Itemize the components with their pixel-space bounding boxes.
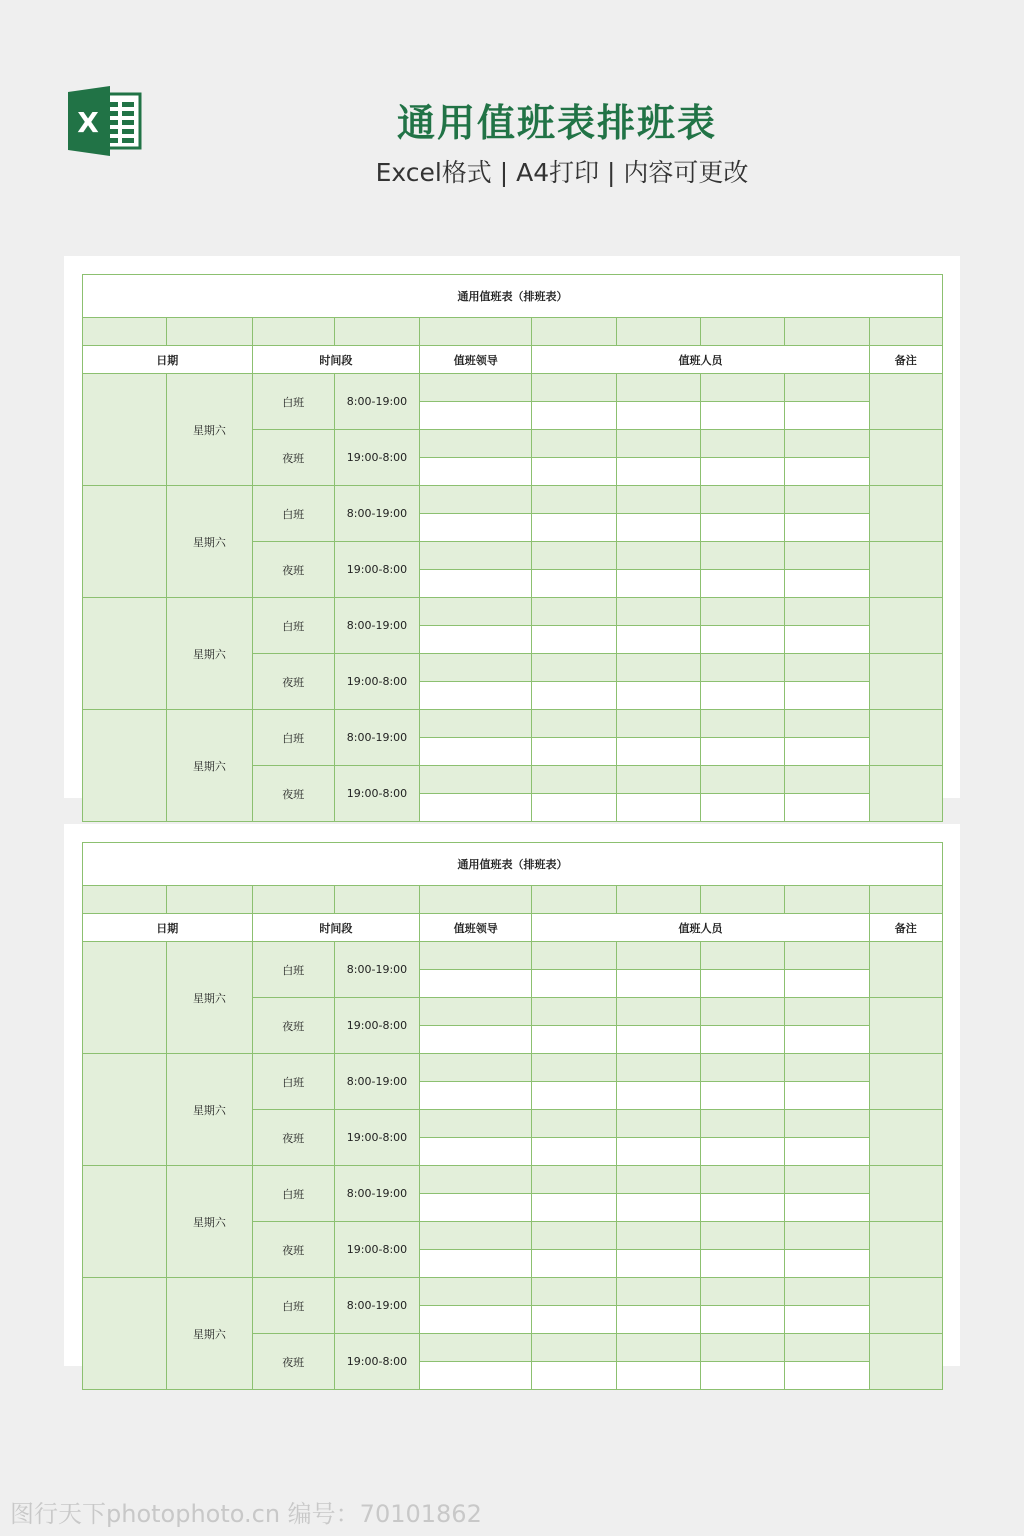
leader-cell[interactable] xyxy=(420,710,532,738)
page-title: 通用值班表排班表 xyxy=(396,101,717,145)
shift-time-cell[interactable]: 8:00-19:00 xyxy=(334,1278,419,1334)
shift-name-cell[interactable]: 白班 xyxy=(252,598,334,654)
staff-cell[interactable] xyxy=(701,970,785,998)
staff-cell[interactable] xyxy=(616,1054,700,1082)
staff-cell[interactable] xyxy=(532,1082,616,1110)
weekday-cell[interactable]: 星期六 xyxy=(167,598,252,710)
staff-cell[interactable] xyxy=(701,1278,785,1306)
staff-cell[interactable] xyxy=(785,514,869,542)
staff-cell[interactable] xyxy=(701,374,785,402)
table-row xyxy=(83,710,943,738)
staff-cell[interactable] xyxy=(785,1194,869,1222)
note-cell[interactable] xyxy=(869,1334,942,1390)
staff-cell[interactable] xyxy=(532,1026,616,1054)
staff-cell[interactable] xyxy=(785,1138,869,1166)
staff-cell[interactable] xyxy=(785,682,869,710)
staff-cell[interactable] xyxy=(616,1194,700,1222)
staff-cell[interactable] xyxy=(701,598,785,626)
shift-name-cell[interactable]: 夜班 xyxy=(252,1222,334,1278)
staff-cell[interactable] xyxy=(616,1362,700,1390)
staff-cell[interactable] xyxy=(616,1138,700,1166)
shift-name-cell[interactable]: 白班 xyxy=(252,374,334,430)
note-cell[interactable] xyxy=(869,942,942,998)
note-cell[interactable] xyxy=(869,486,942,542)
header-staff[interactable]: 值班人员 xyxy=(532,914,869,942)
date-cell[interactable] xyxy=(83,942,167,1054)
note-cell[interactable] xyxy=(869,542,942,598)
leader-cell[interactable] xyxy=(420,682,532,710)
date-cell[interactable] xyxy=(83,374,167,486)
staff-cell[interactable] xyxy=(616,598,700,626)
staff-cell[interactable] xyxy=(785,1026,869,1054)
staff-cell[interactable] xyxy=(532,1222,616,1250)
staff-cell[interactable] xyxy=(532,514,616,542)
staff-cell[interactable] xyxy=(701,542,785,570)
staff-cell[interactable] xyxy=(616,998,700,1026)
blank-cell[interactable] xyxy=(83,886,167,914)
staff-cell[interactable] xyxy=(616,710,700,738)
staff-cell[interactable] xyxy=(616,542,700,570)
table-row xyxy=(83,1278,943,1306)
date-cell[interactable] xyxy=(83,710,167,822)
blank-cell[interactable] xyxy=(167,318,252,346)
blank-cell[interactable] xyxy=(420,886,532,914)
staff-cell[interactable] xyxy=(532,402,616,430)
shift-name-cell[interactable]: 白班 xyxy=(252,710,334,766)
staff-cell[interactable] xyxy=(701,1250,785,1278)
shift-time-cell[interactable]: 19:00-8:00 xyxy=(334,766,419,822)
leader-cell[interactable] xyxy=(420,942,532,970)
header-note[interactable]: 备注 xyxy=(869,914,942,942)
staff-cell[interactable] xyxy=(785,626,869,654)
staff-cell[interactable] xyxy=(701,1026,785,1054)
staff-cell[interactable] xyxy=(701,1194,785,1222)
staff-cell[interactable] xyxy=(785,458,869,486)
staff-cell[interactable] xyxy=(532,1334,616,1362)
staff-cell[interactable] xyxy=(532,542,616,570)
staff-cell[interactable] xyxy=(701,430,785,458)
staff-cell[interactable] xyxy=(532,1362,616,1390)
staff-cell[interactable] xyxy=(701,682,785,710)
note-cell[interactable] xyxy=(869,766,942,822)
shift-name-cell[interactable]: 白班 xyxy=(252,1166,334,1222)
leader-cell[interactable] xyxy=(420,970,532,998)
staff-cell[interactable] xyxy=(785,1334,869,1362)
staff-cell[interactable] xyxy=(616,970,700,998)
blank-cell[interactable] xyxy=(785,318,869,346)
staff-cell[interactable] xyxy=(616,942,700,970)
staff-cell[interactable] xyxy=(532,486,616,514)
leader-cell[interactable] xyxy=(420,1194,532,1222)
staff-cell[interactable] xyxy=(616,458,700,486)
blank-cell[interactable] xyxy=(785,886,869,914)
shift-time-cell[interactable]: 19:00-8:00 xyxy=(334,1110,419,1166)
staff-cell[interactable] xyxy=(785,486,869,514)
staff-cell[interactable] xyxy=(701,1334,785,1362)
note-cell[interactable] xyxy=(869,1110,942,1166)
weekday-cell[interactable]: 星期六 xyxy=(167,486,252,598)
blank-row xyxy=(83,318,943,346)
staff-cell[interactable] xyxy=(701,402,785,430)
staff-cell[interactable] xyxy=(701,942,785,970)
staff-cell[interactable] xyxy=(532,430,616,458)
staff-cell[interactable] xyxy=(532,1250,616,1278)
date-cell[interactable] xyxy=(83,1278,167,1390)
shift-name-cell[interactable]: 夜班 xyxy=(252,1334,334,1390)
staff-cell[interactable] xyxy=(532,1138,616,1166)
staff-cell[interactable] xyxy=(532,942,616,970)
staff-cell[interactable] xyxy=(616,1166,700,1194)
staff-cell[interactable] xyxy=(616,374,700,402)
staff-cell[interactable] xyxy=(701,626,785,654)
staff-cell[interactable] xyxy=(532,626,616,654)
sheet-title-row xyxy=(83,843,943,886)
weekday-cell[interactable]: 星期六 xyxy=(167,374,252,486)
shift-time-cell[interactable]: 19:00-8:00 xyxy=(334,542,419,598)
staff-cell[interactable] xyxy=(785,710,869,738)
leader-cell[interactable] xyxy=(420,1110,532,1138)
leader-cell[interactable] xyxy=(420,1026,532,1054)
staff-cell[interactable] xyxy=(701,486,785,514)
staff-cell[interactable] xyxy=(532,766,616,794)
leader-cell[interactable] xyxy=(420,598,532,626)
staff-cell[interactable] xyxy=(785,1306,869,1334)
staff-cell[interactable] xyxy=(616,1026,700,1054)
shift-name-cell[interactable]: 夜班 xyxy=(252,998,334,1054)
staff-cell[interactable] xyxy=(785,654,869,682)
weekday-cell[interactable]: 星期六 xyxy=(167,1054,252,1166)
shift-time-cell[interactable]: 8:00-19:00 xyxy=(334,374,419,430)
staff-cell[interactable] xyxy=(616,486,700,514)
staff-cell[interactable] xyxy=(701,710,785,738)
staff-cell[interactable] xyxy=(532,458,616,486)
staff-cell[interactable] xyxy=(616,626,700,654)
staff-cell[interactable] xyxy=(785,766,869,794)
staff-cell[interactable] xyxy=(785,1362,869,1390)
staff-cell[interactable] xyxy=(532,1166,616,1194)
table-row xyxy=(83,942,943,970)
blank-cell[interactable] xyxy=(869,318,942,346)
leader-cell[interactable] xyxy=(420,402,532,430)
staff-cell[interactable] xyxy=(532,998,616,1026)
staff-cell[interactable] xyxy=(616,514,700,542)
staff-cell[interactable] xyxy=(616,1110,700,1138)
schedule-card-1 xyxy=(64,256,960,801)
column-header-row xyxy=(83,914,943,942)
staff-cell[interactable] xyxy=(785,1222,869,1250)
watermark-text: 图行天下photophoto.cn 编号：70101862 xyxy=(10,1500,482,1528)
leader-cell[interactable] xyxy=(420,998,532,1026)
schedule-table xyxy=(82,842,943,1390)
sheet-preview-2 xyxy=(82,842,943,1369)
sheet-title[interactable]: 通用值班表（排班表） xyxy=(83,843,943,886)
note-cell[interactable] xyxy=(869,1222,942,1278)
staff-cell[interactable] xyxy=(701,1082,785,1110)
leader-cell[interactable] xyxy=(420,374,532,402)
leader-cell[interactable] xyxy=(420,1166,532,1194)
blank-cell[interactable] xyxy=(616,318,700,346)
shift-name-cell[interactable]: 白班 xyxy=(252,1278,334,1334)
shift-name-cell[interactable]: 夜班 xyxy=(252,654,334,710)
header-leader[interactable]: 值班领导 xyxy=(420,346,532,374)
staff-cell[interactable] xyxy=(532,374,616,402)
shift-name-cell[interactable]: 夜班 xyxy=(252,1110,334,1166)
shift-time-cell[interactable]: 8:00-19:00 xyxy=(334,598,419,654)
shift-name-cell[interactable]: 夜班 xyxy=(252,430,334,486)
blank-cell[interactable] xyxy=(869,886,942,914)
staff-cell[interactable] xyxy=(785,402,869,430)
staff-cell[interactable] xyxy=(532,1278,616,1306)
staff-cell[interactable] xyxy=(532,1054,616,1082)
shift-time-cell[interactable]: 19:00-8:00 xyxy=(334,430,419,486)
weekday-cell[interactable]: 星期六 xyxy=(167,942,252,1054)
weekday-cell[interactable]: 星期六 xyxy=(167,1278,252,1390)
schedule-card-2 xyxy=(64,824,960,1369)
staff-cell[interactable] xyxy=(701,1222,785,1250)
staff-cell[interactable] xyxy=(701,1166,785,1194)
staff-cell[interactable] xyxy=(701,998,785,1026)
staff-cell[interactable] xyxy=(785,430,869,458)
note-cell[interactable] xyxy=(869,654,942,710)
staff-cell[interactable] xyxy=(616,794,700,822)
shift-time-cell[interactable]: 8:00-19:00 xyxy=(334,1166,419,1222)
shift-name-cell[interactable]: 白班 xyxy=(252,942,334,998)
blank-cell[interactable] xyxy=(616,886,700,914)
blank-cell[interactable] xyxy=(252,886,334,914)
staff-cell[interactable] xyxy=(785,998,869,1026)
staff-cell[interactable] xyxy=(701,766,785,794)
staff-cell[interactable] xyxy=(532,970,616,998)
staff-cell[interactable] xyxy=(701,570,785,598)
staff-cell[interactable] xyxy=(532,738,616,766)
header-staff[interactable]: 值班人员 xyxy=(532,346,869,374)
staff-cell[interactable] xyxy=(785,542,869,570)
header-time-period[interactable]: 时间段 xyxy=(252,914,420,942)
staff-cell[interactable] xyxy=(616,1334,700,1362)
staff-cell[interactable] xyxy=(701,738,785,766)
date-cell[interactable] xyxy=(83,1054,167,1166)
leader-cell[interactable] xyxy=(420,1054,532,1082)
leader-cell[interactable] xyxy=(420,514,532,542)
shift-time-cell[interactable]: 19:00-8:00 xyxy=(334,998,419,1054)
leader-cell[interactable] xyxy=(420,430,532,458)
shift-name-cell[interactable]: 夜班 xyxy=(252,766,334,822)
staff-cell[interactable] xyxy=(616,682,700,710)
shift-time-cell[interactable]: 8:00-19:00 xyxy=(334,942,419,998)
leader-cell[interactable] xyxy=(420,1250,532,1278)
blank-cell[interactable] xyxy=(420,318,532,346)
staff-cell[interactable] xyxy=(616,654,700,682)
staff-cell[interactable] xyxy=(701,794,785,822)
staff-cell[interactable] xyxy=(532,682,616,710)
staff-cell[interactable] xyxy=(616,1082,700,1110)
leader-cell[interactable] xyxy=(420,626,532,654)
leader-cell[interactable] xyxy=(420,1362,532,1390)
staff-cell[interactable] xyxy=(532,654,616,682)
sheet-title-row xyxy=(83,275,943,318)
page-subtitle: Excel格式 | A4打印 | 内容可更改 xyxy=(375,158,749,187)
shift-time-cell[interactable]: 8:00-19:00 xyxy=(334,486,419,542)
shift-time-cell[interactable]: 8:00-19:00 xyxy=(334,710,419,766)
date-cell[interactable] xyxy=(83,486,167,598)
staff-cell[interactable] xyxy=(785,1054,869,1082)
blank-cell[interactable] xyxy=(252,318,334,346)
note-cell[interactable] xyxy=(869,598,942,654)
leader-cell[interactable] xyxy=(420,1334,532,1362)
sheet-preview-1 xyxy=(82,274,943,801)
staff-cell[interactable] xyxy=(532,1306,616,1334)
weekday-cell[interactable]: 星期六 xyxy=(167,710,252,822)
leader-cell[interactable] xyxy=(420,738,532,766)
leader-cell[interactable] xyxy=(420,486,532,514)
leader-cell[interactable] xyxy=(420,1138,532,1166)
staff-cell[interactable] xyxy=(701,654,785,682)
table-row xyxy=(83,598,943,626)
staff-cell[interactable] xyxy=(616,766,700,794)
staff-cell[interactable] xyxy=(785,1166,869,1194)
staff-cell[interactable] xyxy=(701,458,785,486)
staff-cell[interactable] xyxy=(785,374,869,402)
staff-cell[interactable] xyxy=(785,794,869,822)
shift-time-cell[interactable]: 19:00-8:00 xyxy=(334,1334,419,1390)
leader-cell[interactable] xyxy=(420,1306,532,1334)
shift-time-cell[interactable]: 19:00-8:00 xyxy=(334,654,419,710)
header-date[interactable]: 日期 xyxy=(83,346,253,374)
staff-cell[interactable] xyxy=(532,598,616,626)
staff-cell[interactable] xyxy=(616,430,700,458)
shift-name-cell[interactable]: 夜班 xyxy=(252,542,334,598)
staff-cell[interactable] xyxy=(785,1250,869,1278)
staff-cell[interactable] xyxy=(785,970,869,998)
staff-cell[interactable] xyxy=(701,1054,785,1082)
leader-cell[interactable] xyxy=(420,766,532,794)
note-cell[interactable] xyxy=(869,710,942,766)
header-time-period[interactable]: 时间段 xyxy=(252,346,420,374)
staff-cell[interactable] xyxy=(616,1278,700,1306)
blank-cell[interactable] xyxy=(701,886,785,914)
staff-cell[interactable] xyxy=(701,1138,785,1166)
staff-cell[interactable] xyxy=(532,1194,616,1222)
staff-cell[interactable] xyxy=(785,1082,869,1110)
note-cell[interactable] xyxy=(869,374,942,430)
staff-cell[interactable] xyxy=(785,1110,869,1138)
staff-cell[interactable] xyxy=(532,794,616,822)
staff-cell[interactable] xyxy=(616,570,700,598)
blank-cell[interactable] xyxy=(532,318,616,346)
staff-cell[interactable] xyxy=(701,1362,785,1390)
table-row xyxy=(83,374,943,402)
shift-name-cell[interactable]: 白班 xyxy=(252,486,334,542)
schedule-table xyxy=(82,274,943,822)
leader-cell[interactable] xyxy=(420,1082,532,1110)
staff-cell[interactable] xyxy=(616,738,700,766)
note-cell[interactable] xyxy=(869,1054,942,1110)
column-header-row xyxy=(83,346,943,374)
staff-cell[interactable] xyxy=(701,514,785,542)
excel-logo-letter: X xyxy=(77,106,99,139)
shift-time-cell[interactable]: 19:00-8:00 xyxy=(334,1222,419,1278)
leader-cell[interactable] xyxy=(420,458,532,486)
staff-cell[interactable] xyxy=(532,570,616,598)
leader-cell[interactable] xyxy=(420,570,532,598)
table-row xyxy=(83,486,943,514)
blank-cell[interactable] xyxy=(532,886,616,914)
note-cell[interactable] xyxy=(869,1278,942,1334)
header-date[interactable]: 日期 xyxy=(83,914,253,942)
date-cell[interactable] xyxy=(83,598,167,710)
staff-cell[interactable] xyxy=(785,942,869,970)
blank-cell[interactable] xyxy=(167,886,252,914)
staff-cell[interactable] xyxy=(616,1250,700,1278)
leader-cell[interactable] xyxy=(420,1222,532,1250)
staff-cell[interactable] xyxy=(785,598,869,626)
shift-time-cell[interactable]: 8:00-19:00 xyxy=(334,1054,419,1110)
staff-cell[interactable] xyxy=(616,1222,700,1250)
staff-cell[interactable] xyxy=(785,738,869,766)
leader-cell[interactable] xyxy=(420,1278,532,1306)
date-cell[interactable] xyxy=(83,1166,167,1278)
table-row xyxy=(83,1166,943,1194)
leader-cell[interactable] xyxy=(420,542,532,570)
staff-cell[interactable] xyxy=(701,1110,785,1138)
note-cell[interactable] xyxy=(869,430,942,486)
header-note[interactable]: 备注 xyxy=(869,346,942,374)
note-cell[interactable] xyxy=(869,1166,942,1222)
staff-cell[interactable] xyxy=(616,1306,700,1334)
weekday-cell[interactable]: 星期六 xyxy=(167,1166,252,1278)
staff-cell[interactable] xyxy=(616,402,700,430)
staff-cell[interactable] xyxy=(532,1110,616,1138)
blank-cell[interactable] xyxy=(701,318,785,346)
table-row xyxy=(83,1054,943,1082)
blank-cell[interactable] xyxy=(334,886,419,914)
leader-cell[interactable] xyxy=(420,654,532,682)
blank-cell[interactable] xyxy=(83,318,167,346)
blank-row xyxy=(83,886,943,914)
staff-cell[interactable] xyxy=(785,1278,869,1306)
blank-cell[interactable] xyxy=(334,318,419,346)
shift-name-cell[interactable]: 白班 xyxy=(252,1054,334,1110)
staff-cell[interactable] xyxy=(532,710,616,738)
leader-cell[interactable] xyxy=(420,794,532,822)
staff-cell[interactable] xyxy=(701,1306,785,1334)
note-cell[interactable] xyxy=(869,998,942,1054)
staff-cell[interactable] xyxy=(785,570,869,598)
header-leader[interactable]: 值班领导 xyxy=(420,914,532,942)
sheet-title[interactable]: 通用值班表（排班表） xyxy=(83,275,943,318)
